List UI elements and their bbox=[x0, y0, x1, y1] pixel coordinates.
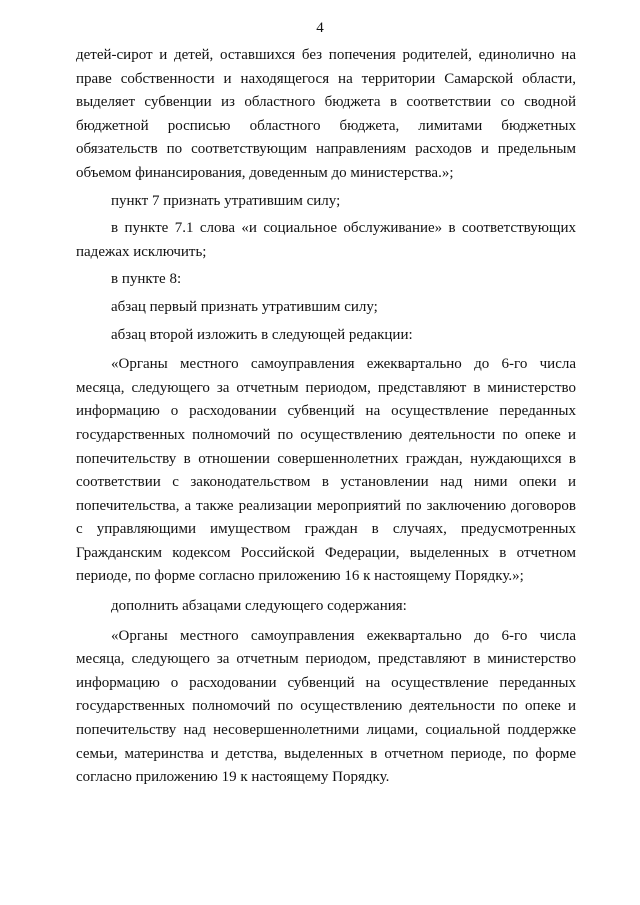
text-line: «Органы местного самоуправления ежеквартально до 6-го числа bbox=[111, 356, 576, 373]
text-line: обязательств по соответствующим направлениям расходов и предельным bbox=[76, 141, 576, 158]
text-line: месяца, следующего за отчетным периодом, представляют в министерство bbox=[76, 379, 576, 396]
text-line: абзац второй изложить в следующей редакции: bbox=[111, 326, 413, 343]
text-line: падежах исключить; bbox=[76, 243, 207, 260]
text-line: дополнить абзацами следующего содержания: bbox=[111, 598, 407, 615]
text-line: в пункте 8: bbox=[111, 271, 182, 288]
text-line: в пункте 7.1 слова «и социальное обслуживание» в соответствующих bbox=[111, 220, 576, 237]
text-line: семьи, материнства и детства, выделенных в отчетном периоде, по форме bbox=[76, 745, 576, 762]
paragraph bbox=[76, 268, 576, 292]
text-line: государственных полномочий по осуществлению деятельности по опеке и bbox=[76, 698, 576, 715]
text-line: месяца, следующего за отчетным периодом, представляют в министерство bbox=[76, 651, 576, 668]
text-line: выделяет субвенции из областного бюджета в соответствии со сводной bbox=[76, 94, 576, 111]
text-line: попечительства, а также реализации мероприятий по заключению договоров bbox=[76, 497, 576, 514]
paragraph bbox=[76, 296, 576, 320]
text-line: государственных полномочий по осуществлению деятельности по опеке и bbox=[76, 426, 576, 443]
text-line: Гражданским кодексом Российской Федерации, выделенных в отчетном bbox=[76, 544, 576, 561]
page-number: 4 bbox=[316, 20, 324, 36]
text-line: «Органы местного самоуправления ежеквартально до 6-го числа bbox=[111, 627, 576, 644]
document-body bbox=[76, 44, 576, 790]
text-line: периоде, по форме согласно приложению 16 к настоящему Порядку.»; bbox=[76, 568, 524, 585]
text-line: бюджетной росписью областного бюджета, лимитами бюджетных bbox=[76, 117, 576, 134]
paragraph bbox=[76, 324, 576, 348]
text-line: попечительству в отношении совершеннолетних граждан, нуждающихся в bbox=[76, 450, 576, 467]
text-line: соответствии с законодательством в установлении над ними опеки и bbox=[76, 474, 576, 491]
text-line: информацию о расходовании субвенций на осуществление переданных bbox=[76, 674, 576, 691]
paragraph bbox=[76, 190, 576, 214]
text-line: попечительству над несовершеннолетними лицами, социальной поддержке bbox=[76, 722, 576, 739]
paragraph bbox=[76, 44, 576, 186]
text-line: абзац первый признать утратившим силу; bbox=[111, 298, 378, 315]
paragraph bbox=[76, 625, 576, 790]
text-line: с управляющими имуществом граждан в случаях, предусмотренных bbox=[76, 521, 576, 538]
text-line: информацию о расходовании субвенций на осуществление переданных bbox=[76, 403, 576, 420]
text-line: согласно приложению 19 к настоящему Порядку. bbox=[76, 769, 390, 786]
paragraph bbox=[76, 353, 576, 589]
text-line: объемом финансирования, доведенным до министерства.»; bbox=[76, 164, 454, 181]
text-line: праве собственности и находящегося на территории Самарской области, bbox=[76, 70, 576, 87]
paragraph bbox=[76, 595, 576, 619]
text-line: пункт 7 признать утратившим силу; bbox=[111, 192, 341, 209]
text-line: детей-сирот и детей, оставшихся без попечения родителей, единолично на bbox=[76, 47, 576, 63]
paragraph bbox=[76, 217, 576, 264]
